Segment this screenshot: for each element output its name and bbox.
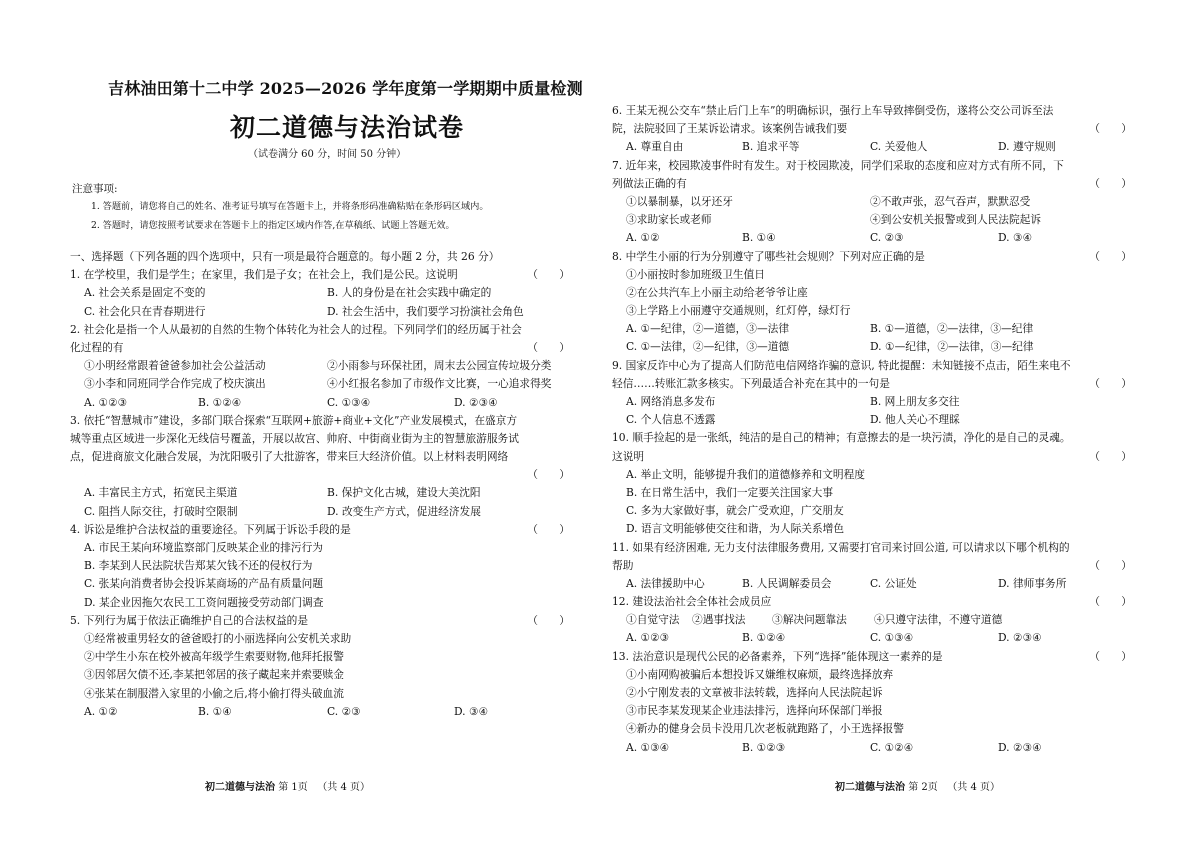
option: C. 张某向消费者协会投诉某商场的产品有质量问题 bbox=[84, 577, 324, 591]
options-row: A. 尊重自由 B. 追求平等 C. 关爱他人 D. 遵守规则 bbox=[626, 140, 1056, 154]
question-9: 9. 国家反诈中心为了提高人们防范电信网络诈骗的意识, 特此提醒：未知链接不点击，陌生来电不 bbox=[612, 358, 1071, 372]
answer-bracket: （ ） bbox=[1089, 449, 1132, 463]
answer-bracket: （ ） bbox=[527, 340, 570, 354]
option: D. 某企业因拖欠农民工工资问题接受劳动部门调查 bbox=[84, 595, 324, 609]
answer-bracket: （ ） bbox=[1089, 558, 1132, 572]
exam-meta: （试卷满分 60 分，时间 50 分钟） bbox=[248, 149, 407, 160]
question-10: 10. 顺手捡起的是一张纸，纯洁的是自己的精神；有意擦去的是一块污渍，净化的是自己的灵魂。 bbox=[612, 431, 1071, 445]
question-13: 13. 法治意识是现代公民的必备素养，下列“选择”能体现这一素养的是 （ ） bbox=[612, 648, 1132, 666]
options-row: A. 丰富民主方式，拓宽民主渠道 B. 保护文化古城，建设大美沈阳 bbox=[84, 486, 481, 500]
answer-bracket: （ ） bbox=[1089, 122, 1132, 136]
statement: ②小宁刚发表的文章被非法转载，选择向人民法院起诉 bbox=[626, 686, 883, 699]
exam-title: 初二道德与法治试卷 bbox=[230, 113, 465, 142]
question-4: 4. 诉讼是维护合法权益的重要途径。下列属于诉讼手段的是 （ ） bbox=[70, 521, 570, 539]
answer-bracket: （ ） bbox=[1089, 176, 1132, 190]
notices-heading: 注意事项: bbox=[72, 183, 118, 195]
statement: ④新办的健身会员卡没用几次老板就跑路了，小王选择报警 bbox=[626, 722, 904, 736]
statement: ②在公共汽车上小丽主动给老爷爷让座 bbox=[626, 285, 808, 299]
question-8: 8. 中学生小丽的行为分别遵守了哪些社会规则？下列对应正确的是 （ ） bbox=[612, 248, 1132, 266]
footer-page: 第 2页 bbox=[908, 782, 938, 793]
footer-right bbox=[835, 778, 1000, 793]
options-row: C. 社会化只在青春期进行 D. 社会生活中，我们要学习扮演社会角色 bbox=[84, 304, 524, 318]
answer-bracket: （ ） bbox=[527, 468, 570, 482]
statement: ④张某在制服潜入家里的小偷之后,将小偷打得头破血流 bbox=[84, 686, 344, 700]
answer-bracket: （ ） bbox=[1089, 249, 1132, 263]
options-row: C. ①—法律，②—纪律，③—道德 D. ①—纪律，②—法律，③—纪律 bbox=[626, 340, 1034, 354]
statements-row: ③小李和同班同学合作完成了校庆演出 ④小红报名参加了市级作文比赛，一心追求得奖 bbox=[84, 377, 552, 391]
statements-row: ①自觉守法 ②遇事找法 ③解决问题靠法 ④只遵守法律，不遵守道德 bbox=[626, 613, 1003, 627]
question-7-cont: 列做法正确的有 （ ） bbox=[612, 175, 1132, 193]
right-column bbox=[612, 102, 1132, 757]
answer-bracket: （ ） bbox=[527, 522, 570, 536]
option: B. 在日常生活中，我们一定要关注国家大事 bbox=[626, 485, 834, 499]
question-2: 2. 社会化是指一个人从最初的自然的生物个体转化为社会人的过程。下列同学们的经历属于社会 bbox=[70, 322, 522, 336]
statement: ①小丽按时参加班级卫生值日 bbox=[626, 267, 765, 281]
options-row: A. 社会关系是固定不变的 B. 人的身份是在社会实践中确定的 bbox=[84, 286, 492, 300]
question-6-cont: 院，法院驳回了王某诉讼请求。该案例告诫我们要 （ ） bbox=[612, 120, 1132, 138]
footer-left bbox=[205, 778, 370, 793]
statement: ①经常被重男轻女的爸爸殴打的小丽选择向公安机关求助 bbox=[84, 631, 352, 645]
answer-bracket: （ ） bbox=[527, 268, 570, 282]
option: D. 语言文明能够使交往和谐，为人际关系增色 bbox=[626, 522, 845, 536]
footer-total: （共 4 页） bbox=[947, 782, 1001, 793]
statement: ③市民李某发现某企业违法排污，选择向环保部门举报 bbox=[626, 704, 883, 718]
footer-page: 第 1页 bbox=[278, 782, 308, 793]
footer-subject: 初二道德与法治 bbox=[205, 782, 275, 793]
options-row: A. ①② B. ①④ C. ②③ D. ③④ bbox=[84, 704, 489, 718]
options-row: A. ①③④ B. ①②③ C. ①②④ D. ②③④ bbox=[626, 740, 1042, 754]
footer-subject: 初二道德与法治 bbox=[835, 782, 905, 793]
statements-row: ③求助家长或老师 ④到公安机关报警或到人民法院起诉 bbox=[626, 213, 1042, 227]
school-title: 吉林油田第十二中学 2025—2026 学年度第一学期期中质量检测 bbox=[108, 79, 583, 98]
question-6: 6. 王某无视公交车“禁止后门上车”的明确标识，强行上车导致摔倒受伤，遂将公交公司诉至法 bbox=[612, 104, 1054, 117]
question-3-cont: 点，促进商旅文化融合发展，为沈阳吸引了大批游客，带来巨大经济价值。以上材料表明网络 bbox=[70, 450, 509, 464]
statement: ②中学生小东在校外被高年级学生索要财物,他拜托报警 bbox=[84, 650, 344, 664]
options-row: A. 网络消息多发布 B. 网上朋友多交往 bbox=[626, 395, 960, 408]
options-row: A. ①②③ B. ①②④ C. ①③④ D. ②③④ bbox=[626, 631, 1042, 645]
question-9-cont: 轻信……转账汇款多核实。下列最适合补充在其中的一句是 （ ） bbox=[612, 375, 1132, 393]
options-row: C. 个人信息不透露 D. 他人关心不理睬 bbox=[626, 413, 960, 427]
question-3-bracket-row bbox=[70, 466, 570, 484]
statements-row: ①以暴制暴，以牙还牙 ②不敢声张，忍气吞声，默默忍受 bbox=[626, 194, 1031, 208]
options-row: A. ①② B. ①④ C. ②③ D. ③④ bbox=[626, 231, 1033, 245]
options-row: A. 法律援助中心 B. 人民调解委员会 C. 公证处 D. 律师事务所 bbox=[626, 576, 1067, 590]
options-row: A. ①—纪律，②—道德，③—法律 B. ①—道德，②—法律，③—纪律 bbox=[626, 322, 1034, 336]
question-1: 1. 在学校里，我们是学生；在家里，我们是子女；在社会上，我们是公民。这说明 （ ） bbox=[70, 266, 570, 284]
question-3: 3. 依托“智慧城市”建设，多部门联合探索“互联网+旅游+商业+文化”产业发展模式，在盛京方 bbox=[70, 413, 518, 427]
question-11-cont: 帮助 （ ） bbox=[612, 557, 1132, 575]
notice-item: 2. 答题时，请您按照考试要求在答题卡上的指定区域内作答,在草稿纸、试题上答题无效。 bbox=[91, 220, 455, 231]
left-column bbox=[70, 248, 570, 721]
statements-row: ①小明经常跟着爸爸参加社会公益活动 ②小雨参与环保社团，周末去公园宣传垃圾分类 bbox=[84, 359, 552, 373]
answer-bracket: （ ） bbox=[1089, 376, 1132, 390]
question-11: 11. 如果有经济困难, 无力支付法律服务费用, 又需要打官司来讨回公道, 可以请求以下哪个机构的 bbox=[612, 540, 1070, 554]
question-5: 5. 下列行为属于依法正确维护自己的合法权益的是 （ ） bbox=[70, 612, 570, 630]
option: B. 李某到人民法院状告郑某欠钱不还的侵权行为 bbox=[84, 559, 313, 573]
statement: ③因邻居欠债不还,李某把邻居的孩子藏起来并索要赎金 bbox=[84, 668, 344, 682]
footer-total: （共 4 页） bbox=[317, 782, 371, 793]
answer-bracket: （ ） bbox=[1089, 595, 1132, 609]
option: A. 市民王某向环境监察部门反映某企业的排污行为 bbox=[84, 541, 323, 554]
question-10-cont: 这说明 （ ） bbox=[612, 448, 1132, 466]
option: C. 多为大家做好事，就会广受欢迎，广交朋友 bbox=[626, 504, 844, 518]
options-row: C. 阻挡人际交往，打破时空限制 D. 改变生产方式，促进经济发展 bbox=[84, 504, 481, 518]
notice-item: 1. 答题前，请您将自己的姓名、准考证号填写在答题卡上，并将条形码准确粘贴在条形码区域内。 bbox=[91, 201, 489, 212]
question-12: 12. 建设法治社会全体社会成员应 （ ） bbox=[612, 593, 1132, 611]
question-3-cont: 城等重点区域进一步深化无线信号覆盖，开展以故宫、帅府、中街商业街为主的智慧旅游服务试 bbox=[70, 431, 519, 445]
statement: ①小南网购被骗后本想投诉又嫌维权麻烦，最终选择放弃 bbox=[626, 667, 894, 681]
option: A. 举止文明，能够提升我们的道德修养和文明程度 bbox=[626, 467, 865, 481]
statement: ③上学路上小丽遵守交通规则，红灯停，绿灯行 bbox=[626, 304, 851, 318]
question-7: 7. 近年来，校园欺凌事件时有发生。对于校园欺凌，同学们采取的态度和应对方式有所不同，下 bbox=[612, 158, 1064, 172]
options-row: A. ①②③ B. ①②④ C. ①③④ D. ②③④ bbox=[84, 395, 498, 409]
section-heading: 一、选择题（下列各题的四个选项中，只有一项是最符合题意的。每小题 2 分，共 26 分） bbox=[70, 250, 500, 263]
answer-bracket: （ ） bbox=[527, 613, 570, 627]
question-2-cont: 化过程的有 （ ） bbox=[70, 339, 570, 357]
answer-bracket: （ ） bbox=[1089, 649, 1132, 663]
